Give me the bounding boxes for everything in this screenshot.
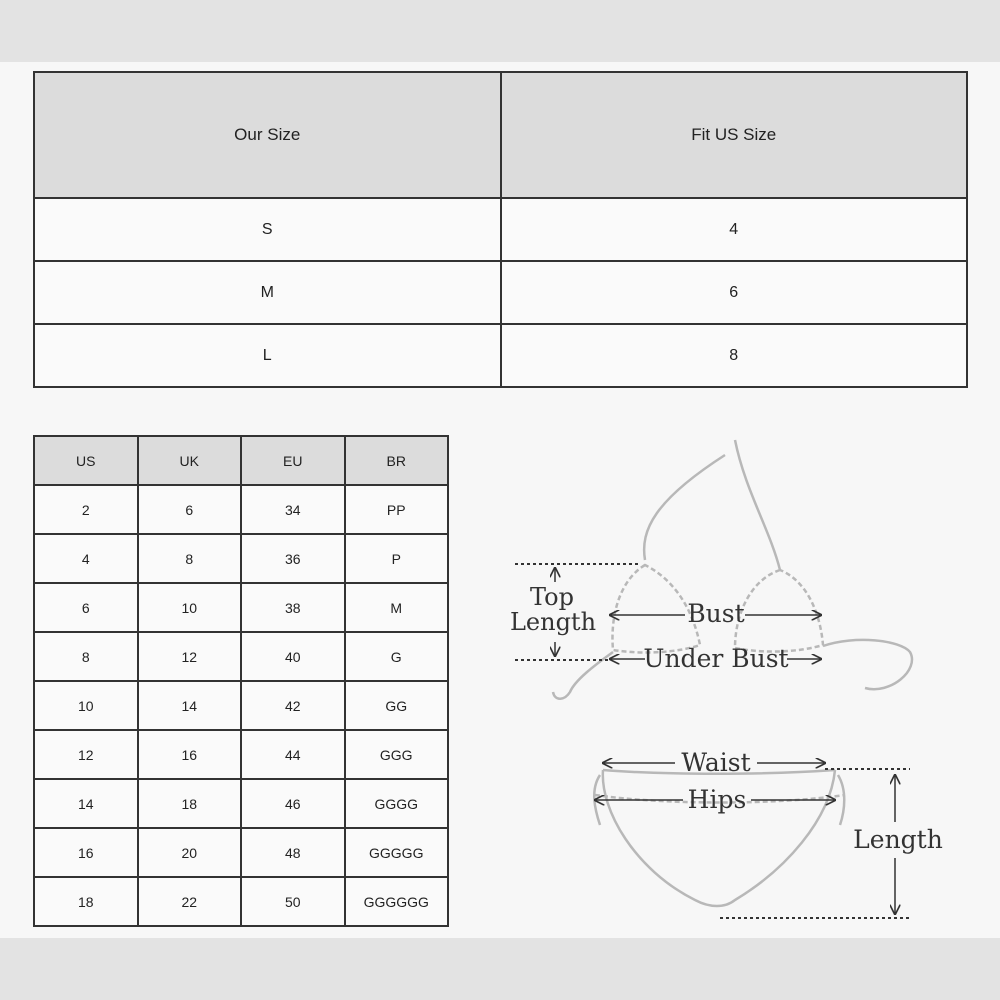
uk-size-cell: 16: [138, 730, 242, 779]
us-size-cell: 2: [34, 485, 138, 534]
table-row: [34, 583, 448, 632]
us-size-cell: 12: [34, 730, 138, 779]
our-size-cell: S: [34, 198, 501, 261]
table-row: [34, 877, 448, 926]
br-size-cell: GGGGGG: [345, 877, 449, 926]
us-size-cell: 16: [34, 828, 138, 877]
waist-label: Waist: [681, 748, 751, 777]
table-row: [34, 779, 448, 828]
uk-size-cell: 18: [138, 779, 242, 828]
us-size-cell: 6: [34, 583, 138, 632]
fit-us-size-cell: 4: [501, 198, 968, 261]
header-our-size: Our Size: [34, 72, 501, 198]
hips-label: Hips: [687, 785, 747, 814]
br-size-cell: PP: [345, 485, 449, 534]
eu-size-cell: 40: [241, 632, 345, 681]
eu-size-cell: 38: [241, 583, 345, 632]
hips-measure: [595, 785, 835, 814]
eu-size-cell: 42: [241, 681, 345, 730]
eu-size-cell: 46: [241, 779, 345, 828]
eu-size-cell: 50: [241, 877, 345, 926]
table-row: [34, 534, 448, 583]
top-length-label-line1: Top: [530, 583, 574, 611]
br-size-cell: M: [345, 583, 449, 632]
fit-size-table: [33, 71, 968, 388]
bottom-gray-band: [0, 938, 1000, 1000]
br-size-cell: GGGGG: [345, 828, 449, 877]
eu-size-cell: 34: [241, 485, 345, 534]
eu-size-cell: 36: [241, 534, 345, 583]
conversion-header-row: [34, 436, 448, 485]
table-row: [34, 261, 967, 324]
us-size-cell: 14: [34, 779, 138, 828]
top-length-measure: [510, 564, 640, 660]
header-uk: UK: [138, 436, 242, 485]
uk-size-cell: 14: [138, 681, 242, 730]
top-length-label-line2: Length: [509, 608, 597, 636]
bikini-measurement-diagram: [495, 430, 965, 930]
bust-measure: [610, 599, 821, 628]
eu-size-cell: 44: [241, 730, 345, 779]
table-row: [34, 198, 967, 261]
size-conversion-table: [33, 435, 449, 927]
br-size-cell: GG: [345, 681, 449, 730]
br-size-cell: GGG: [345, 730, 449, 779]
br-size-cell: P: [345, 534, 449, 583]
our-size-cell: M: [34, 261, 501, 324]
table-row: [34, 324, 967, 387]
header-fit-us-size: Fit US Size: [501, 72, 968, 198]
our-size-cell: L: [34, 324, 501, 387]
table-row: [34, 485, 448, 534]
uk-size-cell: 8: [138, 534, 242, 583]
conversion-table-body: [34, 485, 448, 926]
uk-size-cell: 22: [138, 877, 242, 926]
table-row: [34, 828, 448, 877]
fit-table-header-row: [34, 72, 967, 198]
top-gray-band: [0, 0, 1000, 62]
table-row: [34, 681, 448, 730]
table-row: [34, 730, 448, 779]
under-bust-measure: [610, 644, 821, 673]
under-bust-label: Under Bust: [643, 644, 789, 673]
length-label: Length: [853, 825, 943, 854]
header-eu: EU: [241, 436, 345, 485]
fit-us-size-cell: 6: [501, 261, 968, 324]
br-size-cell: G: [345, 632, 449, 681]
us-size-cell: 4: [34, 534, 138, 583]
us-size-cell: 10: [34, 681, 138, 730]
uk-size-cell: 6: [138, 485, 242, 534]
fit-us-size-cell: 8: [501, 324, 968, 387]
uk-size-cell: 20: [138, 828, 242, 877]
header-us: US: [34, 436, 138, 485]
uk-size-cell: 10: [138, 583, 242, 632]
table-row: [34, 632, 448, 681]
header-br: BR: [345, 436, 449, 485]
br-size-cell: GGGG: [345, 779, 449, 828]
eu-size-cell: 48: [241, 828, 345, 877]
us-size-cell: 18: [34, 877, 138, 926]
us-size-cell: 8: [34, 632, 138, 681]
bust-label: Bust: [687, 599, 745, 628]
uk-size-cell: 12: [138, 632, 242, 681]
